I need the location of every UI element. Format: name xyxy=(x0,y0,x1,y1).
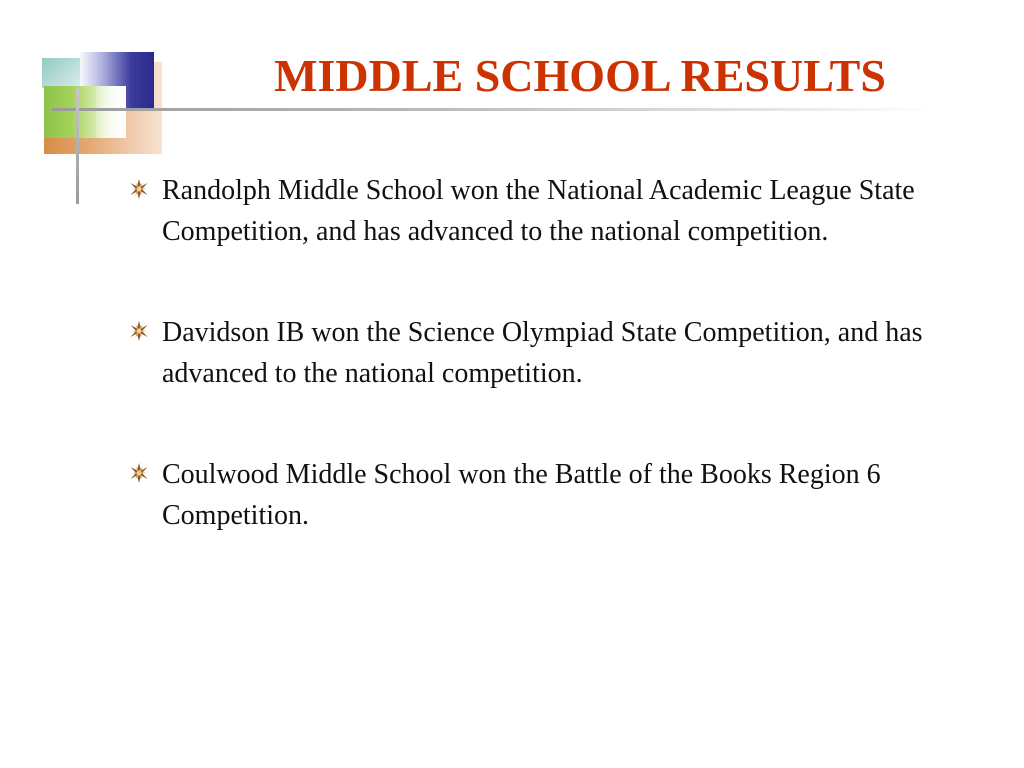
bullet-text: Davidson IB won the Science Olympiad State Competition, and has advanced to the national competition. xyxy=(162,317,923,389)
decor-teal-square xyxy=(42,58,80,88)
bullet-item xyxy=(128,312,928,394)
bullet-text: Randolph Middle School won the National Academic League State Competition, and has advanced to the national competition. xyxy=(162,175,915,247)
bullet-item xyxy=(128,170,928,252)
bullet-text: Coulwood Middle School won the Battle of the Books Region 6 Competition. xyxy=(162,459,881,531)
bullet-item xyxy=(128,454,928,536)
starburst-bullet-icon xyxy=(128,462,150,484)
starburst-bullet-icon xyxy=(128,320,150,342)
decor-white-square xyxy=(96,86,126,138)
decor-vertical-line xyxy=(76,88,79,204)
slide-title: MIDDLE SCHOOL RESULTS xyxy=(274,50,886,101)
decor-horizontal-line xyxy=(52,108,932,111)
bullet-list xyxy=(128,170,928,596)
starburst-bullet-icon xyxy=(128,178,150,200)
